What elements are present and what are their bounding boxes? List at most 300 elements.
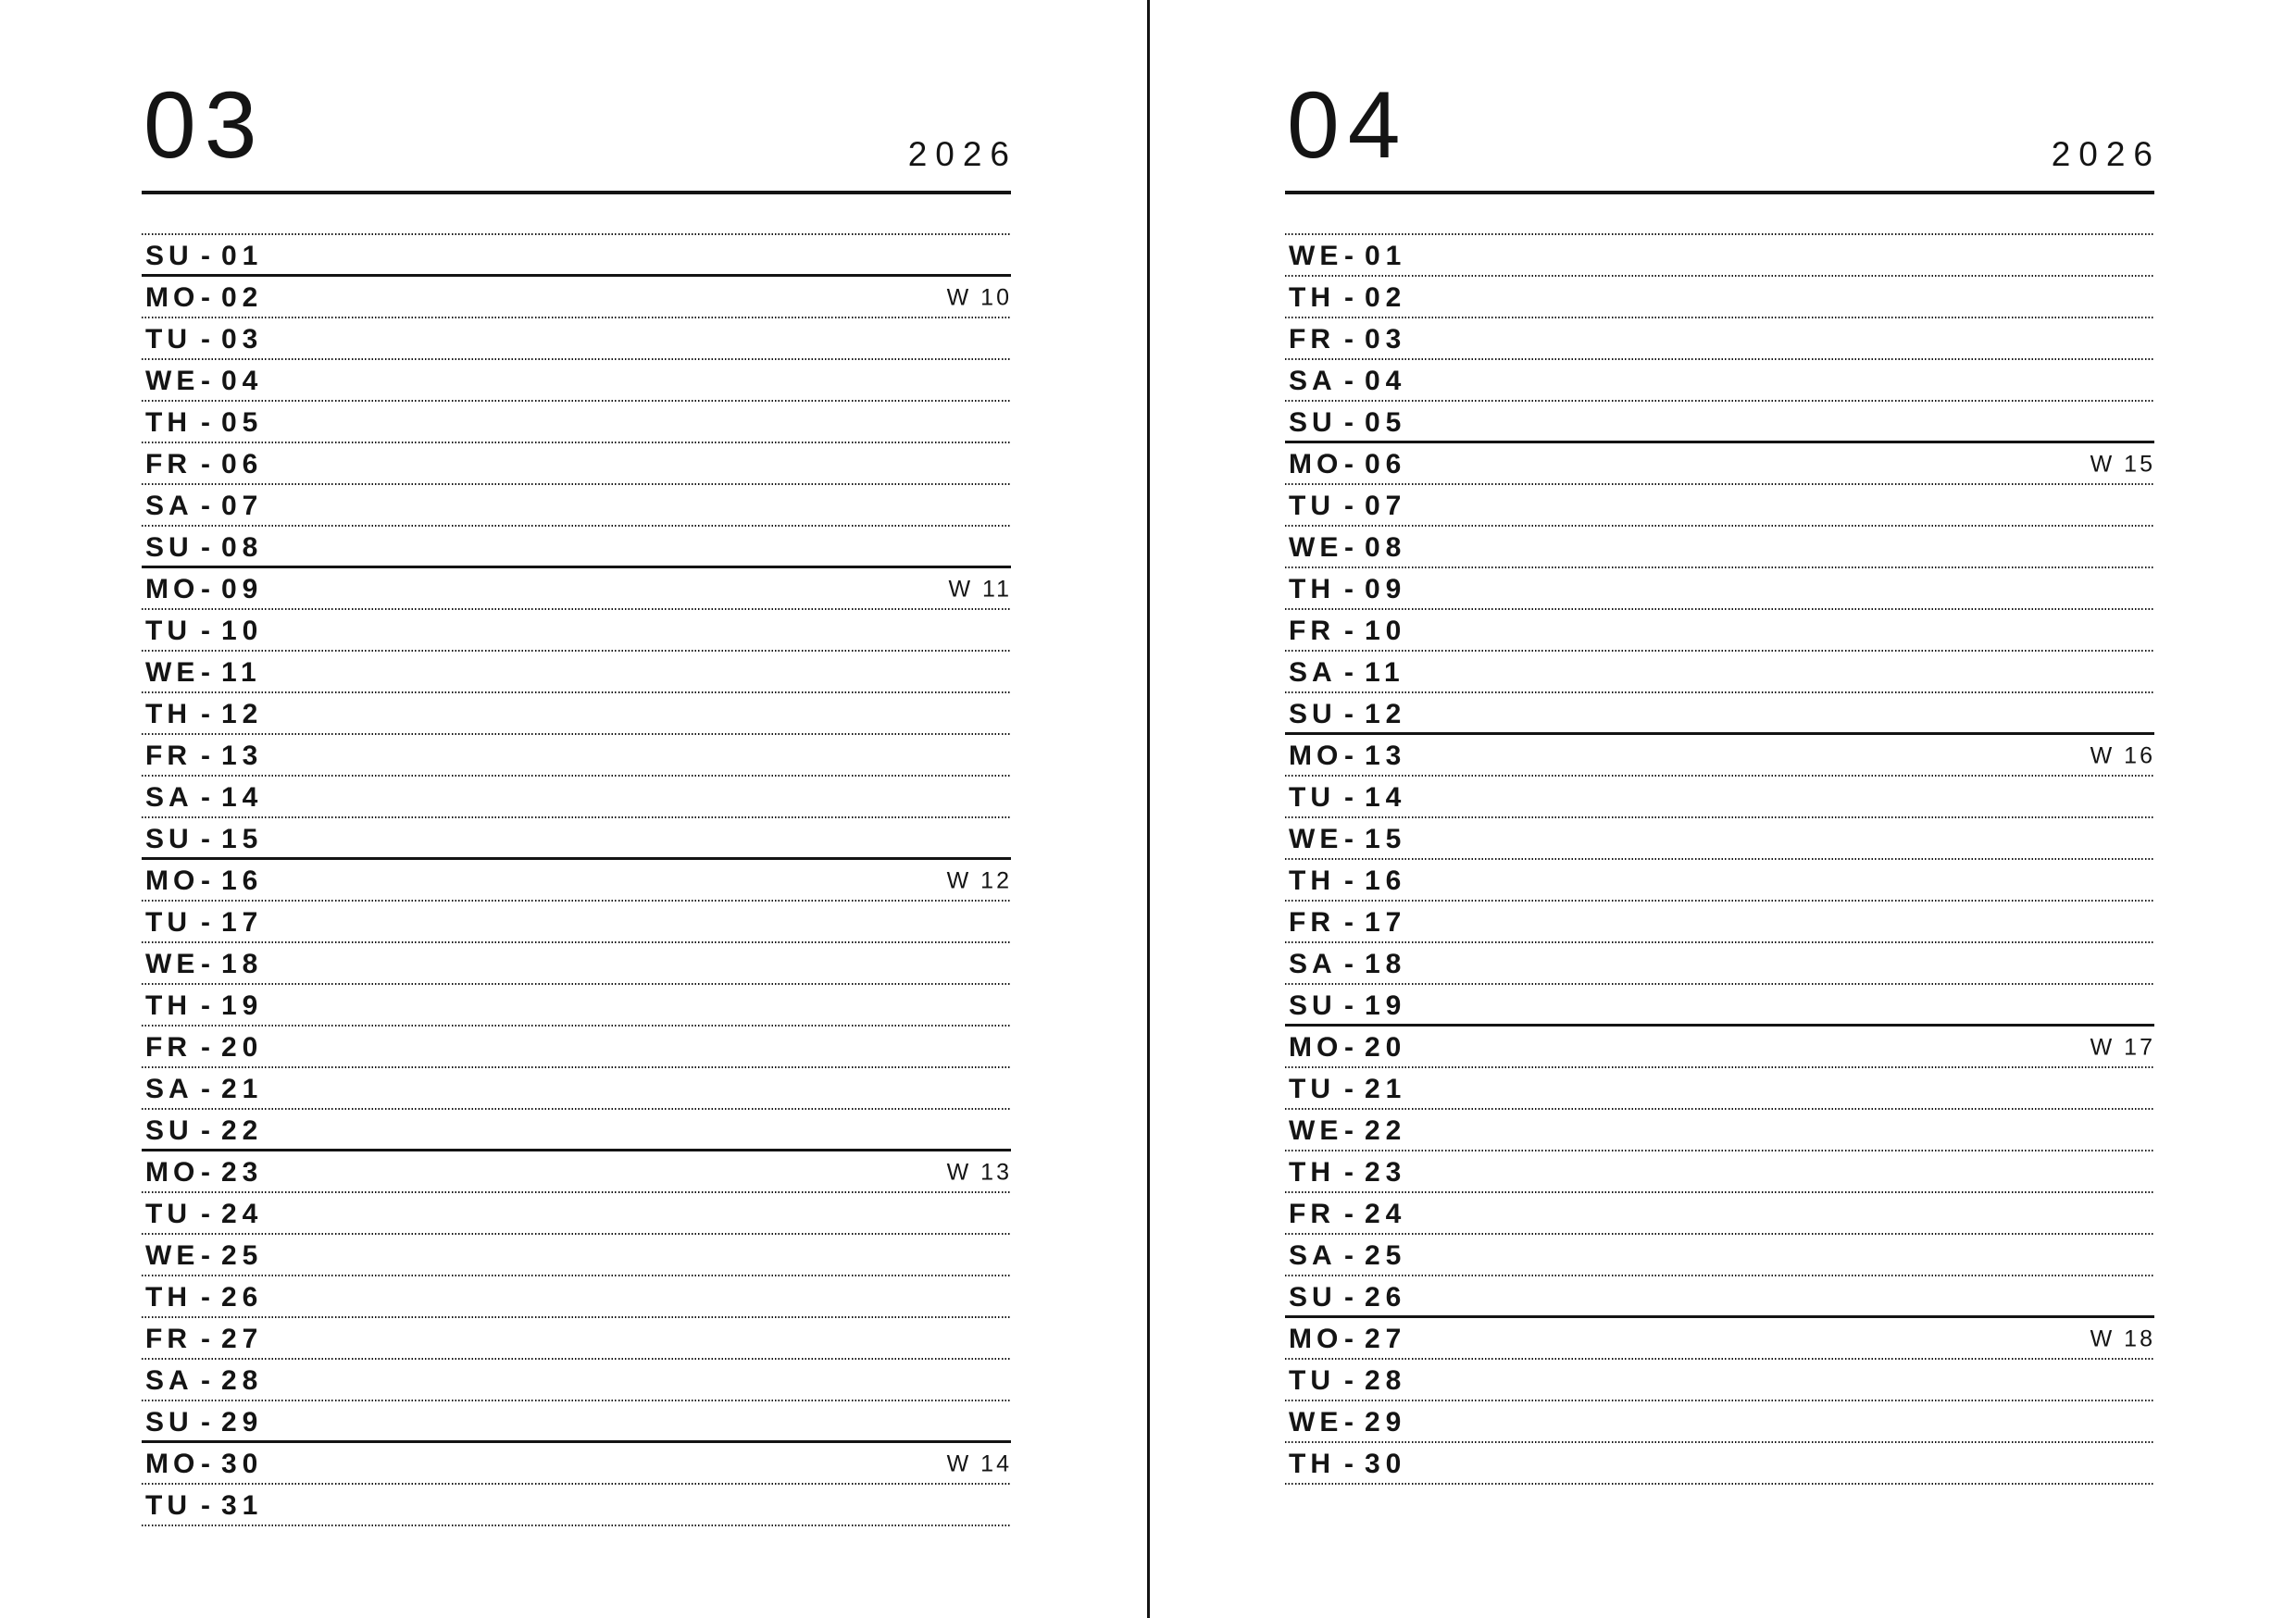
day-label xyxy=(1285,1239,1407,1271)
month-page-march xyxy=(142,0,1017,1618)
day-code: FR xyxy=(145,1323,192,1354)
day-row xyxy=(142,943,1011,985)
week-number: W 17 xyxy=(2090,1034,2155,1060)
year-label: 2026 xyxy=(2051,135,2161,173)
day-row xyxy=(142,1276,1011,1318)
day-label xyxy=(142,1489,264,1521)
day-label xyxy=(1285,781,1407,813)
day-number: 15 xyxy=(1365,823,1407,854)
day-dash: - xyxy=(1344,1448,1354,1479)
day-code: SU xyxy=(145,240,193,271)
day-row xyxy=(142,1193,1011,1235)
day-dash: - xyxy=(201,406,210,438)
day-label xyxy=(1285,1198,1407,1229)
day-number: 06 xyxy=(1365,448,1407,479)
day-row xyxy=(142,1027,1011,1068)
day-label xyxy=(142,781,264,813)
day-code: MO xyxy=(145,573,200,604)
day-dash: - xyxy=(201,823,210,854)
day-number: 03 xyxy=(221,323,264,355)
day-dash: - xyxy=(201,1031,210,1063)
day-dash: - xyxy=(1344,1364,1354,1396)
day-label xyxy=(1285,698,1407,729)
day-code: MO xyxy=(145,281,200,313)
day-number: 10 xyxy=(221,615,264,646)
header-rule xyxy=(142,191,1011,194)
day-row xyxy=(1285,1318,2154,1360)
day-row xyxy=(142,735,1011,777)
day-code: TH xyxy=(145,406,192,438)
month-number: 04 xyxy=(1287,72,1409,178)
day-number: 08 xyxy=(1365,531,1407,563)
day-dash: - xyxy=(1344,573,1354,604)
day-row xyxy=(1285,1027,2154,1068)
day-label xyxy=(1285,323,1407,355)
day-number: 29 xyxy=(1365,1406,1407,1438)
day-row xyxy=(1285,360,2154,402)
day-dash: - xyxy=(201,740,210,771)
day-code: SA xyxy=(145,1364,193,1396)
day-code: SA xyxy=(1289,656,1337,688)
day-number: 26 xyxy=(1365,1281,1407,1313)
day-dash: - xyxy=(1344,1239,1354,1271)
day-row xyxy=(1285,527,2154,568)
day-number: 17 xyxy=(1365,906,1407,938)
day-row xyxy=(142,360,1011,402)
day-label xyxy=(142,573,264,604)
day-number: 07 xyxy=(1365,490,1407,521)
day-label xyxy=(1285,1406,1407,1438)
day-code: WE xyxy=(1289,240,1343,271)
day-number: 18 xyxy=(1365,948,1407,979)
day-code: SU xyxy=(145,531,193,563)
day-label xyxy=(1285,948,1407,979)
day-label xyxy=(142,1281,264,1313)
day-code: TH xyxy=(1289,1448,1335,1479)
day-row xyxy=(1285,777,2154,818)
day-row xyxy=(1285,1151,2154,1193)
day-code: FR xyxy=(1289,1198,1335,1229)
day-row xyxy=(142,777,1011,818)
day-row xyxy=(142,1068,1011,1110)
day-number: 01 xyxy=(221,240,264,271)
day-code: TU xyxy=(145,323,192,355)
day-label xyxy=(1285,448,1407,479)
day-row xyxy=(142,402,1011,443)
day-row xyxy=(142,1401,1011,1443)
page-divider xyxy=(1147,0,1150,1618)
day-code: SA xyxy=(1289,365,1337,396)
day-dash: - xyxy=(201,1448,210,1479)
day-row xyxy=(1285,1276,2154,1318)
day-row xyxy=(1285,235,2154,277)
day-code: TU xyxy=(1289,1364,1335,1396)
day-dash: - xyxy=(1344,448,1354,479)
day-code: TH xyxy=(1289,573,1335,604)
day-number: 04 xyxy=(221,365,264,396)
day-label xyxy=(142,281,264,313)
day-row xyxy=(142,610,1011,652)
day-row xyxy=(142,1485,1011,1526)
day-number: 23 xyxy=(221,1156,264,1188)
day-row xyxy=(142,318,1011,360)
day-row xyxy=(1285,568,2154,610)
day-number: 26 xyxy=(221,1281,264,1313)
day-row xyxy=(142,235,1011,277)
day-label xyxy=(142,1239,264,1271)
day-code: SU xyxy=(145,823,193,854)
day-dash: - xyxy=(1344,406,1354,438)
day-code: TH xyxy=(1289,281,1335,313)
day-row xyxy=(1285,735,2154,777)
day-label xyxy=(1285,656,1405,688)
day-number: 03 xyxy=(1365,323,1407,355)
day-code: TH xyxy=(145,989,192,1021)
day-dash: - xyxy=(1344,1114,1354,1146)
day-code: WE xyxy=(1289,531,1343,563)
day-number: 13 xyxy=(221,740,264,771)
day-code: SU xyxy=(1289,698,1337,729)
day-label xyxy=(1285,617,1406,645)
day-code: TH xyxy=(145,1281,192,1313)
day-row xyxy=(142,985,1011,1027)
day-code: SA xyxy=(1289,948,1337,979)
day-dash: - xyxy=(201,1239,210,1271)
day-row xyxy=(1285,860,2154,902)
day-dash: - xyxy=(1344,490,1354,521)
day-label xyxy=(142,1114,264,1146)
day-row xyxy=(142,527,1011,568)
day-code: TU xyxy=(145,615,192,646)
day-number: 09 xyxy=(221,573,264,604)
day-label xyxy=(1285,531,1407,563)
day-row xyxy=(142,1443,1011,1485)
day-label xyxy=(142,1450,263,1478)
day-label xyxy=(142,1031,264,1063)
day-row xyxy=(1285,443,2154,485)
day-label xyxy=(142,1198,264,1229)
day-label xyxy=(142,240,264,271)
day-dash: - xyxy=(1344,1323,1354,1354)
day-code: SU xyxy=(1289,406,1337,438)
day-code: SU xyxy=(145,1114,193,1146)
day-dash: - xyxy=(1344,1406,1354,1438)
day-number: 24 xyxy=(221,1198,264,1229)
day-label xyxy=(142,656,262,688)
year-label: 2026 xyxy=(907,135,1017,173)
day-label xyxy=(1285,823,1407,854)
day-row xyxy=(1285,818,2154,860)
day-row xyxy=(142,860,1011,902)
day-row xyxy=(142,902,1011,943)
day-number: 28 xyxy=(1365,1364,1407,1396)
day-code: FR xyxy=(145,1031,192,1063)
day-number: 09 xyxy=(1365,573,1407,604)
day-row xyxy=(1285,277,2154,318)
row-separator xyxy=(142,1525,1011,1526)
day-code: TH xyxy=(1289,1156,1335,1188)
day-label xyxy=(1285,1031,1407,1063)
day-dash: - xyxy=(201,365,210,396)
day-label xyxy=(1285,1156,1407,1188)
day-number: 20 xyxy=(221,1031,264,1063)
day-number: 07 xyxy=(221,490,264,521)
day-number: 11 xyxy=(1365,656,1405,688)
day-number: 16 xyxy=(221,865,264,896)
day-row xyxy=(1285,902,2154,943)
day-dash: - xyxy=(201,989,210,1021)
day-dash: - xyxy=(201,1156,210,1188)
day-rows xyxy=(142,233,1011,1526)
day-dash: - xyxy=(1344,906,1354,938)
day-code: FR xyxy=(1289,323,1335,355)
day-number: 16 xyxy=(1365,865,1407,896)
day-dash: - xyxy=(201,531,210,563)
day-row xyxy=(142,818,1011,860)
day-label xyxy=(142,492,263,520)
day-dash: - xyxy=(201,240,210,271)
day-label xyxy=(142,367,263,395)
day-number: 30 xyxy=(1365,1448,1407,1479)
day-label xyxy=(142,448,264,479)
day-dash: - xyxy=(1344,323,1354,355)
day-code: FR xyxy=(145,448,192,479)
day-dash: - xyxy=(201,1364,210,1396)
day-label xyxy=(142,406,264,438)
day-number: 24 xyxy=(1365,1198,1407,1229)
day-dash: - xyxy=(1344,989,1354,1021)
day-label xyxy=(1285,1114,1407,1146)
day-code: FR xyxy=(145,740,192,771)
day-number: 05 xyxy=(1365,406,1407,438)
day-row xyxy=(142,485,1011,527)
day-number: 23 xyxy=(1365,1156,1407,1188)
day-dash: - xyxy=(201,448,210,479)
day-number: 01 xyxy=(1365,240,1407,271)
day-number: 30 xyxy=(221,1448,264,1479)
day-number: 19 xyxy=(221,989,264,1021)
day-number: 04 xyxy=(1365,365,1407,396)
day-dash: - xyxy=(1344,948,1354,979)
day-label xyxy=(142,617,263,645)
day-number: 08 xyxy=(221,531,264,563)
day-code: TU xyxy=(145,1489,192,1521)
day-code: FR xyxy=(1289,906,1335,938)
day-code: SU xyxy=(145,1406,193,1438)
week-number: W 11 xyxy=(948,576,1012,602)
day-row xyxy=(142,1235,1011,1276)
day-row xyxy=(142,1151,1011,1193)
day-number: 13 xyxy=(1365,740,1407,771)
day-label xyxy=(142,742,263,770)
day-row xyxy=(1285,1068,2154,1110)
day-dash: - xyxy=(201,490,210,521)
day-code: WE xyxy=(145,1239,200,1271)
day-number: 05 xyxy=(221,406,264,438)
week-number: W 13 xyxy=(946,1159,1012,1185)
day-dash: - xyxy=(201,615,210,646)
day-number: 20 xyxy=(1365,1031,1407,1063)
day-label xyxy=(1285,406,1407,438)
day-row xyxy=(1285,1443,2154,1485)
day-dash: - xyxy=(201,1073,210,1104)
day-label xyxy=(142,1323,264,1354)
day-number: 25 xyxy=(221,1239,264,1271)
day-code: WE xyxy=(1289,823,1343,854)
week-number: W 14 xyxy=(946,1450,1012,1476)
day-label xyxy=(142,1156,264,1188)
day-row xyxy=(1285,610,2154,652)
day-label xyxy=(1285,1364,1407,1396)
day-number: 14 xyxy=(221,781,264,813)
day-dash: - xyxy=(201,656,210,688)
day-dash: - xyxy=(1344,781,1354,813)
day-code: MO xyxy=(145,865,200,896)
day-dash: - xyxy=(201,865,210,896)
day-dash: - xyxy=(201,948,210,979)
day-code: MO xyxy=(1289,1323,1343,1354)
day-number: 15 xyxy=(221,823,264,854)
day-number: 11 xyxy=(221,656,262,688)
day-dash: - xyxy=(201,1114,210,1146)
day-row xyxy=(1285,943,2154,985)
day-rows xyxy=(1285,233,2154,1485)
day-code: SA xyxy=(145,781,193,813)
day-code: WE xyxy=(145,656,200,688)
week-number: W 12 xyxy=(946,867,1012,893)
day-code: TU xyxy=(1289,1073,1335,1104)
day-dash: - xyxy=(1344,656,1354,688)
day-dash: - xyxy=(201,906,210,938)
day-dash: - xyxy=(201,281,210,313)
day-code: MO xyxy=(1289,448,1343,479)
day-number: 21 xyxy=(1365,1073,1407,1104)
day-label xyxy=(1285,742,1406,770)
day-code: TU xyxy=(145,1198,192,1229)
day-dash: - xyxy=(1344,1281,1354,1313)
day-dash: - xyxy=(1344,865,1354,896)
day-dash: - xyxy=(1344,531,1354,563)
month-page-april xyxy=(1285,0,2161,1618)
day-label xyxy=(1285,492,1406,520)
day-dash: - xyxy=(1344,240,1354,271)
day-row xyxy=(1285,652,2154,693)
day-number: 18 xyxy=(221,948,264,979)
day-code: TH xyxy=(145,698,192,729)
day-row xyxy=(1285,1110,2154,1151)
day-label xyxy=(1285,281,1407,313)
day-dash: - xyxy=(1344,1073,1354,1104)
month-number: 03 xyxy=(144,72,266,178)
day-code: SU xyxy=(1289,989,1337,1021)
day-code: SU xyxy=(1289,1281,1337,1313)
day-row xyxy=(1285,1235,2154,1276)
day-label xyxy=(142,906,264,938)
day-dash: - xyxy=(1344,740,1354,771)
day-row xyxy=(1285,985,2154,1027)
day-label xyxy=(142,948,264,979)
day-dash: - xyxy=(1344,365,1354,396)
day-label xyxy=(1285,573,1407,604)
week-number: W 16 xyxy=(2090,742,2155,768)
week-number: W 10 xyxy=(946,284,1012,310)
day-code: WE xyxy=(145,365,200,396)
day-label xyxy=(1285,1323,1407,1354)
day-dash: - xyxy=(201,1406,210,1438)
day-row xyxy=(1285,1193,2154,1235)
day-label xyxy=(1285,367,1406,395)
day-dash: - xyxy=(1344,281,1354,313)
day-label xyxy=(142,989,264,1021)
day-label xyxy=(1285,240,1407,271)
day-code: WE xyxy=(1289,1406,1343,1438)
day-number: 21 xyxy=(221,1073,264,1104)
day-code: WE xyxy=(145,948,200,979)
day-code: SA xyxy=(1289,1239,1337,1271)
day-dash: - xyxy=(201,573,210,604)
day-number: 02 xyxy=(1365,281,1407,313)
day-row xyxy=(142,277,1011,318)
day-number: 27 xyxy=(1365,1323,1407,1354)
day-dash: - xyxy=(201,781,210,813)
week-number: W 15 xyxy=(2090,451,2155,477)
day-label xyxy=(142,867,263,895)
day-number: 14 xyxy=(1365,781,1407,813)
day-code: WE xyxy=(1289,1114,1343,1146)
day-number: 28 xyxy=(221,1364,264,1396)
day-number: 17 xyxy=(221,906,264,938)
day-code: TU xyxy=(1289,781,1335,813)
day-number: 31 xyxy=(221,1489,264,1521)
day-row xyxy=(1285,1360,2154,1401)
day-number: 22 xyxy=(1365,1114,1407,1146)
day-row xyxy=(142,568,1011,610)
day-number: 25 xyxy=(1365,1239,1407,1271)
week-number: W 18 xyxy=(2090,1326,2155,1351)
day-code: MO xyxy=(145,1156,200,1188)
day-number: 29 xyxy=(221,1406,264,1438)
day-row xyxy=(1285,693,2154,735)
row-separator xyxy=(1285,1483,2154,1485)
day-code: MO xyxy=(1289,1031,1343,1063)
day-number: 06 xyxy=(221,448,264,479)
day-dash: - xyxy=(1344,1156,1354,1188)
day-dash: - xyxy=(1344,698,1354,729)
day-label xyxy=(1285,989,1407,1021)
day-dash: - xyxy=(201,698,210,729)
day-row xyxy=(1285,402,2154,443)
day-label xyxy=(1285,1450,1406,1478)
day-row xyxy=(142,1318,1011,1360)
day-row xyxy=(142,693,1011,735)
day-code: TU xyxy=(1289,490,1335,521)
day-row xyxy=(142,1110,1011,1151)
header-rule xyxy=(1285,191,2154,194)
day-dash: - xyxy=(201,1489,210,1521)
day-row xyxy=(142,1360,1011,1401)
day-label xyxy=(142,323,264,355)
day-number: 12 xyxy=(221,698,264,729)
day-number: 22 xyxy=(221,1114,264,1146)
day-dash: - xyxy=(201,323,210,355)
day-code: TU xyxy=(145,906,192,938)
day-label xyxy=(1285,1073,1407,1104)
day-dash: - xyxy=(1344,1198,1354,1229)
day-label xyxy=(142,823,264,854)
day-code: TH xyxy=(1289,865,1335,896)
day-row xyxy=(142,652,1011,693)
day-row xyxy=(1285,485,2154,527)
